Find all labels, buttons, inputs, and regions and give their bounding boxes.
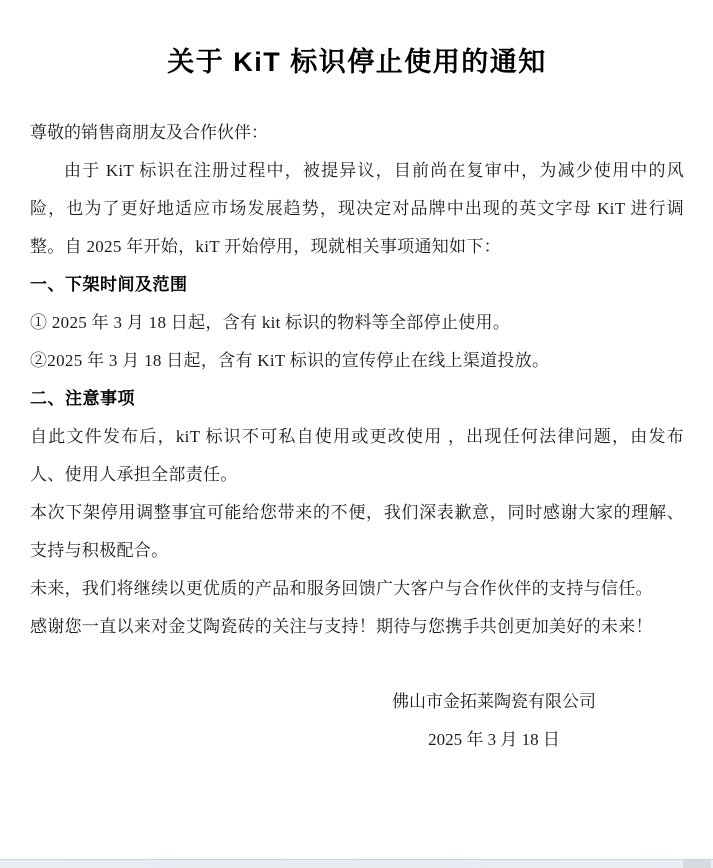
section1-item-2: ②2025 年 3 月 18 日起，含有 KiT 标识的宣传停止在线上渠道投放。 bbox=[30, 351, 550, 370]
salutation: 尊敬的销售商朋友及合作伙伴： bbox=[30, 123, 268, 142]
section1-item-1: ① 2025 年 3 月 18 日起，含有 kit 标识的物料等全部停止使用。 bbox=[30, 313, 511, 332]
section1-heading: 一、下架时间及范围 bbox=[30, 275, 188, 294]
signature-date: 2025 年 3 月 18 日 bbox=[428, 730, 560, 749]
section2-paragraph-2: 本次下架停用调整事宜可能给您带来的不便，我们深表歉意，同时感谢大家的理解、支持与积极配合。 bbox=[30, 503, 684, 560]
document-title: 关于 KiT 标识停止使用的通知 bbox=[167, 47, 547, 77]
section2-paragraph-1: 自此文件发布后，kiT 标识不可私自使用或更改使用 ，出现任何法律问题，由发布人、使用人承担全部责任。 bbox=[30, 427, 684, 484]
section2-paragraph-4: 感谢您一直以来对金艾陶瓷砖的关注与支持！期待与您携手共创更加美好的未来！ bbox=[30, 617, 653, 636]
section2-heading: 二、注意事项 bbox=[30, 389, 135, 408]
window-bottom-edge bbox=[0, 859, 713, 868]
signature-block bbox=[392, 683, 596, 759]
section2-paragraph-3: 未来，我们将继续以更优质的产品和服务回馈广大客户与合作伙伴的支持与信任。 bbox=[30, 579, 653, 598]
intro-paragraph: 由于 KiT 标识在注册过程中，被提异议，目前尚在复审中，为减少使用中的风险，也为了更好地适应市场发展趋势，现决定对品牌中出现的英文字母 KiT 进行调整。自 2025 年开始，kiT 开始停用，现就相关事项通知如下： bbox=[30, 161, 684, 256]
signature-company: 佛山市金拓莱陶瓷有限公司 bbox=[392, 692, 596, 711]
window-edge-highlight bbox=[683, 860, 711, 868]
